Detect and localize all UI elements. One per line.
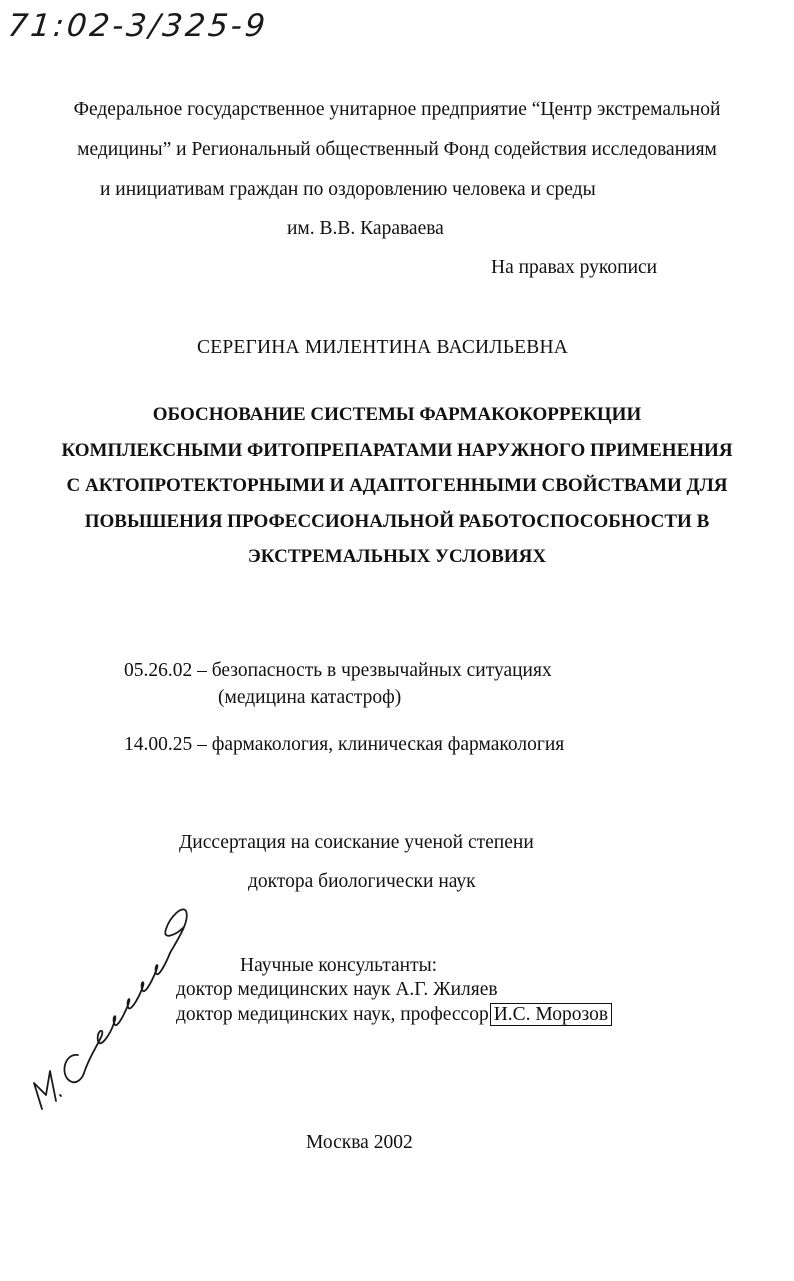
institution-line-4: им. В.В. Караваева <box>287 218 444 239</box>
consultant-2-name: И.С. Морозов <box>490 1003 612 1026</box>
rights-note: На правах рукописи <box>491 257 658 278</box>
institution-line-1: Федеральное государственное унитарное предприятие “Центр экстремальной <box>73 99 721 120</box>
title-line: ПОВЫШЕНИЯ ПРОФЕССИОНАЛЬНОЙ РАБОТОСПОСОБНОСТИ В <box>84 510 710 532</box>
specialty-2: 14.00.25 – фармакология, клиническая фармакология <box>124 734 565 755</box>
consultants-heading: Научные консультанты: <box>240 955 438 976</box>
institution-line-3: и инициативам граждан по оздоровлению человека и среды <box>100 179 596 200</box>
signature-drawing <box>20 895 200 1125</box>
degree-line-1: Диссертация на соискание ученой степени <box>179 832 534 853</box>
institution-line-2: медицины” и Региональный общественный Фонд содействия исследованиям <box>77 139 717 160</box>
consultant-1: доктор медицинских наук А.Г. Жиляев <box>176 979 498 1000</box>
author-name: СЕРЕГИНА МИЛЕНТИНА ВАСИЛЬЕВНА <box>197 337 569 358</box>
specialty-1: 05.26.02 – безопасность в чрезвычайных ситуациях <box>124 660 552 681</box>
consultant-2 <box>176 1003 612 1027</box>
archive-number: 71:02-3/325-9 <box>6 8 270 44</box>
title-line: ЭКСТРЕМАЛЬНЫХ УСЛОВИЯХ <box>247 546 547 567</box>
city-year: Москва 2002 <box>306 1132 413 1153</box>
title-line: С АКТОПРОТЕКТОРНЫМИ И АДАПТОГЕННЫМИ СВОЙСТВАМИ ДЛЯ <box>66 475 728 496</box>
dissertation-title <box>0 397 794 575</box>
specialty-1-note: (медицина катастроф) <box>218 687 402 708</box>
title-line: КОМПЛЕКСНЫМИ ФИТОПРЕПАРАТАМИ НАРУЖНОГО ПРИМЕНЕНИЯ <box>61 439 733 461</box>
author-signature <box>20 895 200 1125</box>
degree-line-2: доктора биологически наук <box>248 871 476 892</box>
consultant-2-title: доктор медицинских наук, профессор <box>176 1004 489 1025</box>
title-line: ОБОСНОВАНИЕ СИСТЕМЫ ФАРМАКОКОРРЕКЦИИ <box>152 404 642 425</box>
